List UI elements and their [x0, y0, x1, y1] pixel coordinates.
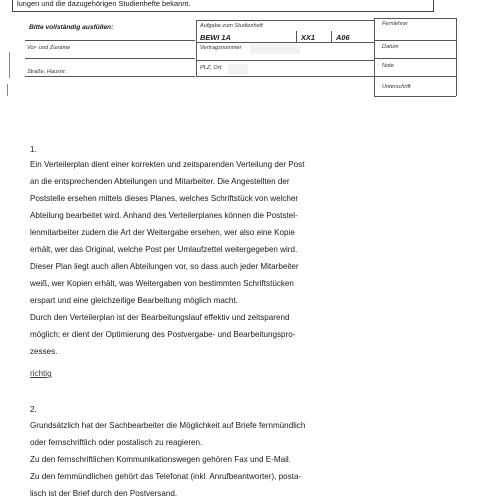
margin-mark [9, 52, 10, 78]
street-label: Straße, Hausnr. [27, 69, 67, 75]
task-xx: XX1 [301, 33, 315, 42]
answer-number-2: 2. [30, 405, 37, 414]
signature-label: Unterschrift [382, 84, 411, 90]
answer-line: weiß, wer Kopien erhält, was Weitergaben von bestimmten Schriftstücken [30, 279, 294, 288]
form-instruction: Bitte vollständig ausfüllen: [29, 24, 114, 31]
plz-label: PLZ, Ort [200, 65, 222, 71]
answer-line: an die entsprechenden Abteilungen und Mitarbeiter. Die Angestellten der [30, 177, 290, 186]
answer-number-1: 1. [30, 145, 37, 154]
answer-line: möglich; er dient der Optimierung des Postvergabe- und Bearbeitungspro- [30, 330, 296, 339]
answer-line: Zu den fernschriftlichen Kommunikationswegen gehören Fax und E-Mail. [30, 455, 291, 464]
redacted-contract [250, 44, 300, 54]
answer-2 [30, 418, 305, 502]
answer-line: erhält, wer das Original, welche Post per Umlaufzettel weitergegeben wird. [30, 245, 298, 254]
teacher-label: Fernlehrer [382, 21, 408, 27]
answer-line: Ein Verteilerplan dient einer korrekten und zeitsparenden Verteilung der Post [30, 160, 305, 169]
date-label: Datum [382, 44, 399, 50]
answer-line: oder fernschriftlich oder postalisch zu reagieren. [30, 438, 203, 447]
redacted-plz [228, 64, 248, 74]
grader-annotation: richtig [30, 369, 52, 378]
task-label: Aufgabe zum Studienheft [200, 23, 263, 29]
answer-line: Zu den fernmündlichen gehört das Telefonat (inkl. Anrufbeantworter), posta- [30, 472, 302, 481]
task-number: A06 [336, 33, 350, 42]
answer-1 [30, 157, 304, 360]
margin-mark [7, 84, 8, 96]
answer-line: zesses. [30, 347, 58, 356]
answer-line: lenmitarbeiter zudem die Art der Weitergabe ersehen, wer also eine Kopie [30, 228, 295, 237]
answer-line: Grundsätzlich hat der Sachbearbeiter die Möglichkeit auf Briefe fernmündlich [30, 421, 306, 430]
answer-line: lisch ist der Brief durch den Postversand. [30, 489, 178, 498]
answer-line: Dieser Plan liegt auch allen Abteilungen vor, so dass auch jeder Mitarbeiter [30, 262, 299, 271]
name-label: Vor- und Zuname [27, 45, 71, 51]
answer-line: Durch den Verteilerplan ist der Bearbeitungslauf effektiv und zeitsparend [30, 313, 290, 322]
answer-line: Poststelle ersehen mittels dieses Planes, welches Schriftstück von welcher [30, 194, 299, 203]
answer-line: erspart und eine gleichzeitige Bearbeitung möglich macht. [30, 296, 238, 305]
top-text: lungen und die dazugehörigen Studienhefte bekannt. [17, 0, 191, 8]
contract-label: Vertragsnummer [200, 45, 242, 51]
answer-line: Abteilung bearbeitet wird. Anhand des Verteilerplanes können die Poststel- [30, 211, 298, 220]
grade-label: Note [382, 63, 394, 69]
task-code: BEWI 1A [200, 33, 231, 42]
